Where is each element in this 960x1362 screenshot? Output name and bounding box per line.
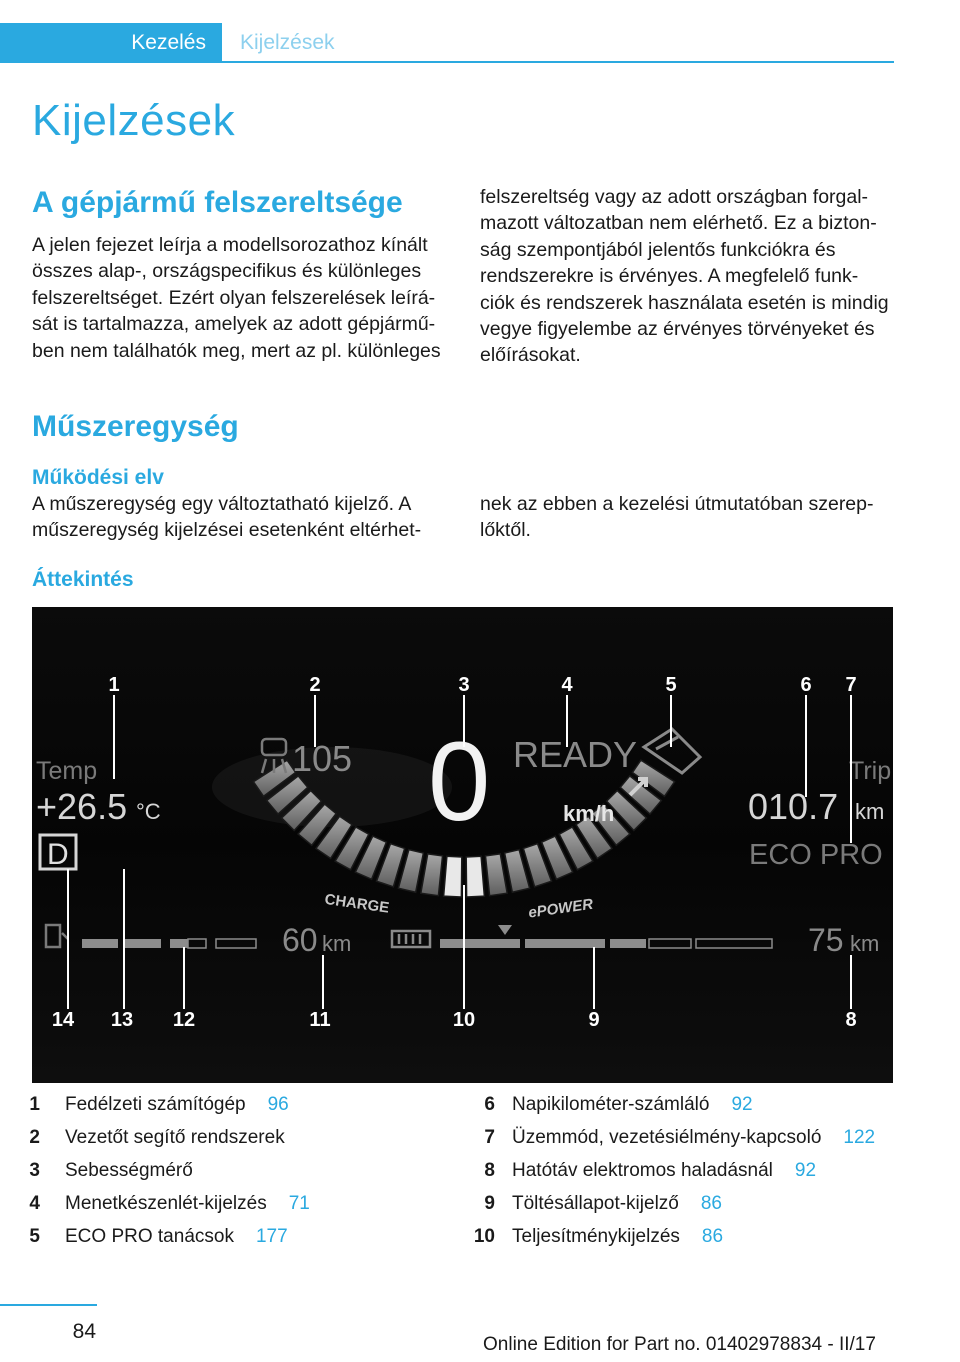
text-line: ság szempontjából jelentős funkciókra és [480, 238, 836, 261]
ready-indicator: READY [513, 734, 638, 775]
speed-value: 0 [428, 719, 491, 844]
driving-mode: ECO PRO [749, 839, 883, 871]
text-line: műszeregység kijelzései esetenként eltérhet- [32, 519, 422, 542]
callout-number: 10 [452, 1009, 476, 1031]
page-link[interactable]: 92 [731, 1094, 753, 1115]
header-divider [0, 61, 894, 63]
list-label: Menetkészenlét-kijelzés [65, 1193, 267, 1214]
page-link[interactable]: 122 [843, 1127, 876, 1148]
paragraph-principle-col2 [480, 491, 874, 544]
trip-value: 010.7 [748, 786, 839, 827]
speed-unit: km/h [563, 801, 615, 826]
list-number: 8 [484, 1160, 495, 1181]
trip-unit: km [855, 799, 885, 824]
list-label: Töltésállapot-kijelző [512, 1193, 679, 1214]
page-title: Kijelzések [32, 96, 236, 145]
text-line: felszereltség vagy az adott országban forgal- [480, 186, 869, 208]
callout-number: 6 [800, 674, 812, 696]
page-link[interactable]: 92 [794, 1160, 817, 1181]
text-line: nek az ebben a kezelési útmutatóban szerep- [480, 493, 874, 515]
left-range-unit: km [322, 931, 352, 956]
list-number: 7 [484, 1127, 495, 1148]
tab-kezeles[interactable] [0, 23, 222, 61]
speed-limit-value: 105 [292, 738, 353, 779]
list-label: Fedélzeti számítógép [65, 1094, 246, 1115]
text-line: mazott változatban nem elérhető. Ez a bizton- [480, 212, 877, 235]
callout-number: 14 [51, 1009, 75, 1031]
list-label: Hatótáv elektromos haladásnál [512, 1160, 773, 1181]
list-label: Üzemmód, vezetésiélmény-kapcsoló [512, 1127, 822, 1148]
trip-label: Trip [849, 757, 892, 785]
page-link[interactable]: 71 [288, 1193, 310, 1214]
page-link[interactable]: 177 [255, 1226, 288, 1247]
callout-number: 4 [561, 674, 573, 696]
list-label: Sebességmérő [65, 1160, 193, 1181]
instrument-cluster-image [32, 607, 893, 1083]
section-heading-equipment: A gépjármű felszereltsége [32, 186, 403, 219]
text-line: ben nem találhatók meg, mert az pl. különleges [32, 339, 441, 362]
callout-number: 2 [309, 674, 321, 696]
charge-label: CHARGE [323, 890, 391, 917]
paragraph-principle-col1 [32, 491, 421, 544]
text-line: vegye figyelembe az érvényes törvényeket és [480, 318, 875, 341]
list-number: 5 [29, 1226, 40, 1247]
temp-unit: °C [136, 799, 161, 824]
arc-segment [466, 856, 484, 897]
callout-number: 8 [845, 1009, 857, 1031]
temp-value: +26.5 [36, 786, 128, 827]
text-line: összes alap-, országspecifikus és különleges [32, 260, 422, 283]
page-link[interactable]: 86 [700, 1193, 722, 1214]
text-line: lőktől. [480, 519, 531, 542]
legend-list [0, 1094, 960, 1254]
subheading-overview: Áttekintés [32, 568, 134, 591]
page-link[interactable]: 86 [701, 1226, 724, 1247]
list-number: 10 [473, 1226, 495, 1247]
text-line: felszereltséget. Ezért olyan felszerelések leírá- [32, 286, 436, 309]
text-line: A jelen fejezet leírja a modellsorozathoz kínált [32, 234, 428, 256]
page-link[interactable]: 96 [267, 1094, 289, 1115]
list-number: 3 [29, 1160, 40, 1181]
callout-number: 12 [172, 1009, 196, 1031]
list-number: 4 [29, 1193, 40, 1214]
gear-indicator: D [47, 838, 69, 871]
footer-divider [0, 1304, 97, 1306]
text-line: előírásokat. [480, 344, 581, 367]
callout-number: 3 [458, 674, 470, 696]
right-range-unit: km [850, 931, 880, 956]
list-label: Teljesítménykijelzés [512, 1226, 680, 1247]
list-label: ECO PRO tanácsok [65, 1226, 234, 1247]
list-number: 2 [29, 1127, 40, 1148]
callout-number: 9 [588, 1009, 600, 1031]
callout-number: 7 [845, 674, 857, 696]
tab-kijelzesek[interactable]: Kijelzések [240, 31, 335, 54]
right-range-value: 75 [808, 922, 844, 958]
paragraph-equipment-col2 [480, 184, 889, 369]
paragraph-equipment-col1 [32, 232, 441, 364]
list-label: Napikilométer-számláló [512, 1094, 710, 1115]
edition-note: Online Edition for Part no. 01402978834 - II/17 [483, 1334, 876, 1355]
power-label: ePOWER [527, 895, 595, 922]
page-number: 84 [72, 1320, 96, 1343]
callout-number: 1 [108, 674, 120, 696]
subheading-principle: Működési elv [32, 466, 164, 489]
text-line: A műszeregység egy változtatható kijelző. A [32, 493, 412, 515]
list-number: 9 [484, 1193, 495, 1214]
section-heading-cluster: Műszeregység [32, 410, 239, 443]
callout-number: 5 [665, 674, 677, 696]
text-line: ciók és rendszerek használata esetén is mindig [480, 291, 889, 314]
text-line: rendszerekre is érvényes. A megfelelő funk- [480, 265, 859, 288]
tab-kezeles-label: Kezelés [131, 31, 206, 54]
callout-number: 13 [110, 1009, 134, 1031]
text-line: sát is tartalmazza, amelyek az adott gépjármű- [32, 313, 436, 336]
list-number: 1 [29, 1094, 40, 1115]
temp-label: Temp [36, 757, 98, 785]
list-label: Vezetőt segítő rendszerek [65, 1127, 285, 1148]
arc-segment [444, 856, 462, 897]
callout-number: 11 [309, 1009, 331, 1031]
list-number: 6 [484, 1094, 495, 1115]
left-range-value: 60 [282, 922, 318, 958]
